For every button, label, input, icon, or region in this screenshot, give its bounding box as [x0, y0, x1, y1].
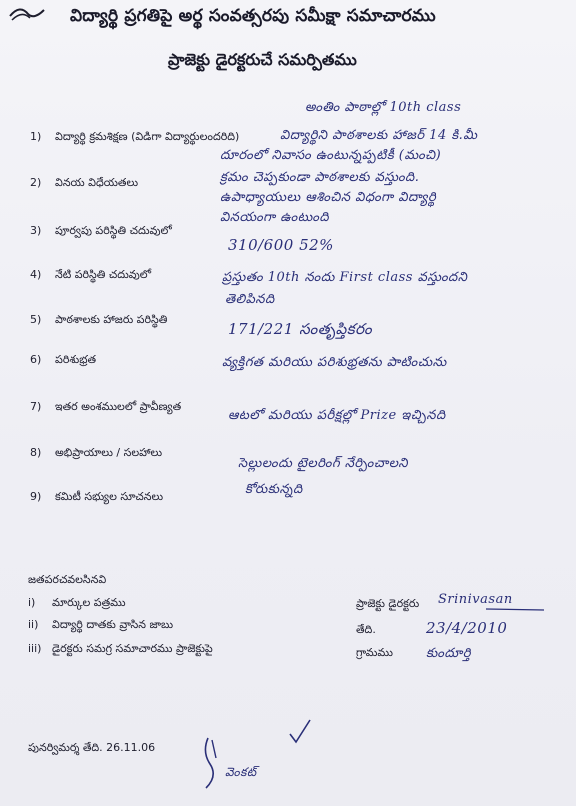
attachment-number: ii): [28, 618, 39, 631]
attachment-number: i): [28, 596, 36, 609]
place-value: కుందూర్తి: [426, 646, 471, 661]
item-label-hygiene: పరిశుభ్రత: [55, 353, 97, 366]
item-answer-attendance: 171/221 సంతృప్తికరం: [228, 320, 373, 338]
item-label-attendance: పాఠశాలకు హాజరు పరిస్థితి: [55, 313, 168, 326]
date-label: తేది.: [356, 623, 376, 636]
item-number: 9): [30, 490, 42, 503]
item-answer: దూరంలో నివాసం ఉంటున్నప్పటికీ (మంచి): [220, 148, 442, 163]
logo-mark: [6, 0, 46, 22]
item-number: 4): [30, 268, 42, 281]
report-subtitle: ప్రాజెక్టు డైరక్టరుచే సమర్పితము: [168, 50, 357, 69]
item-number: 1): [30, 130, 42, 143]
director-signature: Srinivasan: [438, 592, 513, 607]
item-number: 7): [30, 400, 42, 413]
item-answer: క్రమం చెప్పకుండా పాఠశాలకు వస్తుంది.: [220, 170, 420, 185]
signature-underline: [486, 606, 546, 612]
item-answer: తెలిపినది: [225, 292, 275, 307]
handwritten-class-note: అంతిం పాఠాల్లో 10th class: [305, 100, 462, 115]
attachment-item: మార్కుల పత్రము: [52, 596, 126, 609]
item-number: 6): [30, 353, 42, 366]
item-label-obedience: వినయ విధేయతలు: [55, 176, 139, 189]
director-label: ప్రాజెక్టు డైరక్టరు: [356, 597, 420, 610]
item-answer: ఆటలో మరియు పరీక్షల్లో Prize ఇచ్చినది: [228, 408, 446, 423]
item-answer: వ్యక్తిగత మరియు పరిశుభ్రతను పాటించును: [222, 355, 447, 370]
item-number: 5): [30, 313, 42, 326]
tick-mark-icon: [288, 718, 312, 744]
item-label-committee-suggestions: కమిటీ సభ్యుల సూచనలు: [55, 490, 164, 503]
item-answer: కోరుకున్నది: [245, 482, 303, 497]
place-label: గ్రామము: [356, 646, 393, 659]
handwritten-initials: వెంకట్: [225, 765, 257, 779]
item-answer: ప్రస్తుతం 10th నందు First class వస్తుందని: [222, 270, 468, 285]
revision-date: పునర్విమర్శ తేది. 26.11.06: [28, 741, 156, 754]
item-label-past-studies: పూర్వపు పరిస్థితి చదువులో: [55, 224, 172, 237]
attachments-heading: జతపరచవలసినవి: [28, 573, 107, 586]
attachment-item: డైరక్టరు సమగ్ర సమాచారము ప్రాజెక్టుపై: [52, 642, 213, 655]
item-number: 8): [30, 446, 42, 459]
item-label-present-studies: నేటి పరిస్థితి చదువులో: [55, 268, 152, 281]
report-title: విద్యార్థి ప్రగతిపై అర్థ సంవత్సరపు సమీక్షా సమాచారము: [70, 6, 436, 26]
item-number: 2): [30, 176, 42, 189]
checkmark-scribble: [198, 730, 238, 796]
item-label-discipline: విద్యార్థి క్రమశిక్షణ (విడిగా విద్యార్థులందరిది): [55, 130, 240, 143]
attachment-item: విద్యార్థి దాతకు వ్రాసిన జాబు: [52, 618, 174, 631]
item-answer: విద్యార్థిని పాఠశాలకు హాజర్ 14 కి.మీ: [280, 128, 478, 143]
item-label-other-skills: ఇతర అంశములలో ప్రావీణ్యత: [55, 400, 182, 413]
item-number: 3): [30, 224, 42, 237]
item-label-opinions: అభిప్రాయాలు / సలహాలు: [55, 446, 163, 459]
item-answer: ఉపాధ్యాయులు ఆశించిన విధంగా విద్యార్థి: [220, 190, 437, 205]
item-answer: సెల్లులందు టైలరింగ్ నేర్పించాలని: [238, 456, 409, 471]
item-answer-marks: 310/600 52%: [228, 236, 334, 254]
date-value: 23/4/2010: [426, 619, 508, 637]
item-answer: వినయంగా ఉంటుంది: [220, 210, 330, 225]
attachment-number: iii): [28, 642, 42, 655]
